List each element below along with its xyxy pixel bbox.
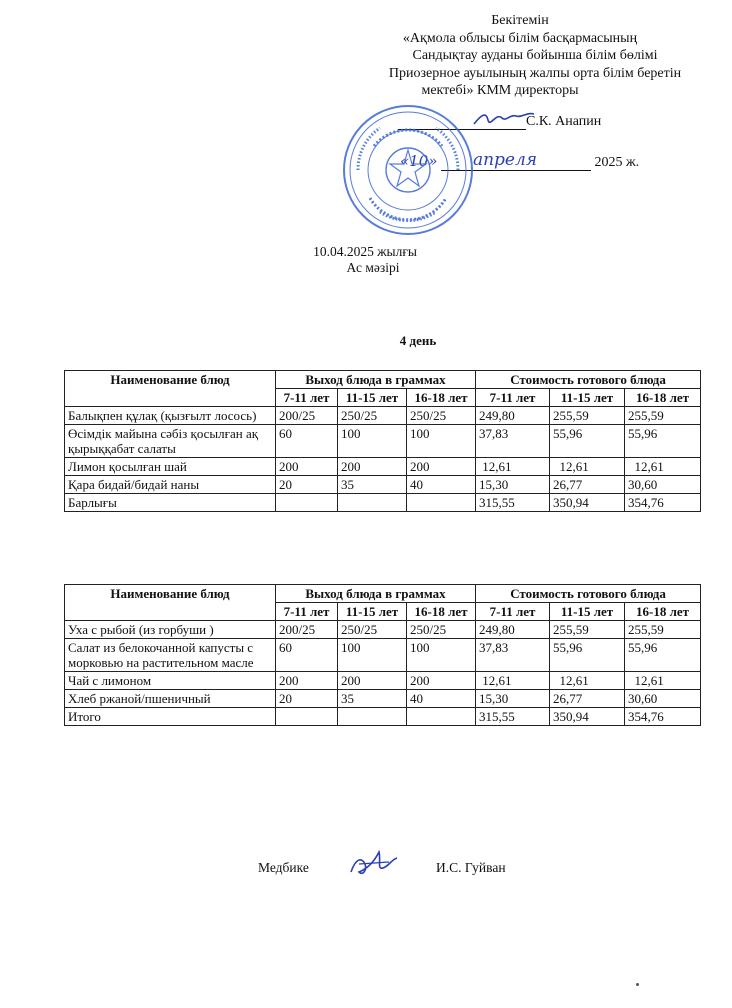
table-cell: 315,55 — [476, 494, 550, 512]
header-age: 16-18 лет — [407, 603, 476, 621]
approval-line-5: мектебі» КММ директоры — [421, 83, 579, 98]
table-cell: 55,96 — [625, 425, 701, 458]
menu-date-block — [300, 244, 430, 276]
table-cell: 37,83 — [476, 639, 550, 672]
menu-table-ru — [64, 584, 701, 726]
dish-name: Салат из белокочанной капусты с морковью на растительном масле — [65, 639, 276, 672]
nurse-signature-icon — [345, 846, 401, 882]
table-body — [65, 407, 701, 512]
table-row — [65, 690, 701, 708]
table-cell: 100 — [338, 425, 407, 458]
table-cell: 40 — [407, 476, 476, 494]
day-title: 4 день — [399, 333, 437, 348]
dish-name: Итого — [65, 708, 276, 726]
table-cell — [407, 494, 476, 512]
dish-name: Уха с рыбой (из горбуши ) — [65, 621, 276, 639]
table-cell: 350,94 — [550, 494, 625, 512]
table-cell: 315,55 — [476, 708, 550, 726]
approval-line-2: «Ақмола облысы білім басқармасының — [402, 30, 638, 46]
header-name: Наименование блюд — [65, 585, 276, 621]
table-cell: 100 — [407, 425, 476, 458]
header-age: 7-11 лет — [276, 389, 338, 407]
table-body — [65, 621, 701, 726]
table-cell: 250/25 — [338, 621, 407, 639]
table-cell: 26,77 — [550, 690, 625, 708]
footer-name: И.С. Гуйван — [436, 860, 506, 875]
header-age: 11-15 лет — [550, 603, 625, 621]
header-age: 11-15 лет — [338, 389, 407, 407]
table-cell: 354,76 — [625, 494, 701, 512]
table-row — [65, 458, 701, 476]
approval-line-4: Приозерное ауылының жалпы орта білім беретін — [388, 65, 682, 81]
header-age: 16-18 лет — [625, 603, 701, 621]
dish-name: Чай с лимоном — [65, 672, 276, 690]
dish-name: Лимон қосылған шай — [65, 458, 276, 476]
table-cell: 250/25 — [338, 407, 407, 425]
table-cell: 250/25 — [407, 407, 476, 425]
table-cell: 255,59 — [550, 407, 625, 425]
table-cell: 255,59 — [550, 621, 625, 639]
approval-block — [320, 12, 720, 100]
table-cell: 100 — [407, 639, 476, 672]
table-cell — [407, 708, 476, 726]
table-cell: 55,96 — [550, 425, 625, 458]
director-signature-icon — [470, 108, 540, 132]
table-row — [65, 425, 701, 458]
dish-name: Қара бидай/бидай наны — [65, 476, 276, 494]
dish-name: Хлеб ржаной/пшеничный — [65, 690, 276, 708]
table-cell: 200 — [276, 672, 338, 690]
table-cell — [276, 494, 338, 512]
dish-name: Өсімдік майына сәбіз қосылған ақ қырыққабат салаты — [65, 425, 276, 458]
table-cell: 35 — [338, 476, 407, 494]
table-row — [65, 476, 701, 494]
table-cell: 15,30 — [476, 476, 550, 494]
header-output: Выход блюда в граммах — [276, 371, 476, 389]
table-cell: 255,59 — [625, 407, 701, 425]
table-cell: 249,80 — [476, 621, 550, 639]
table-cell: 12,61 — [476, 458, 550, 476]
table-cell: 12,61 — [550, 458, 625, 476]
table-cell: 255,59 — [625, 621, 701, 639]
table-cell: 354,76 — [625, 708, 701, 726]
header-cost: Стоимость готового блюда — [476, 585, 701, 603]
table-cell: 37,83 — [476, 425, 550, 458]
table-cell: 12,61 — [625, 672, 701, 690]
menu-date: 10.04.2025 жылғы — [313, 244, 417, 259]
approval-date-month: апреля — [472, 150, 538, 170]
table-cell: 200/25 — [276, 407, 338, 425]
table-cell: 249,80 — [476, 407, 550, 425]
table-cell: 60 — [276, 639, 338, 672]
table-cell: 60 — [276, 425, 338, 458]
table-cell: 55,96 — [550, 639, 625, 672]
table-row — [65, 639, 701, 672]
table-cell: 200 — [276, 458, 338, 476]
table-cell: 200 — [407, 458, 476, 476]
header-age: 7-11 лет — [476, 389, 550, 407]
header-output: Выход блюда в граммах — [276, 585, 476, 603]
table-row — [65, 708, 701, 726]
header-age: 11-15 лет — [550, 389, 625, 407]
table-cell: 15,30 — [476, 690, 550, 708]
table-cell: 350,94 — [550, 708, 625, 726]
table-row — [65, 621, 701, 639]
menu-label: Ас мәзірі — [346, 260, 400, 275]
director-name: С.К. Анапин — [526, 114, 602, 129]
header-age: 16-18 лет — [407, 389, 476, 407]
dish-name: Барлығы — [65, 494, 276, 512]
approval-date-day: «10» — [400, 152, 438, 170]
table-cell: 200/25 — [276, 621, 338, 639]
table-header-row — [65, 585, 701, 603]
header-cost: Стоимость готового блюда — [476, 371, 701, 389]
table-cell: 55,96 — [625, 639, 701, 672]
table-cell — [276, 708, 338, 726]
menu-table-kz — [64, 370, 701, 512]
table-cell: 250/25 — [407, 621, 476, 639]
table-cell: 30,60 — [625, 690, 701, 708]
official-stamp-icon — [340, 102, 476, 238]
table-cell: 35 — [338, 690, 407, 708]
table-cell: 200 — [407, 672, 476, 690]
table-cell: 12,61 — [550, 672, 625, 690]
table-cell: 200 — [338, 672, 407, 690]
approval-date-year: 2025 ж. — [594, 155, 640, 170]
table-cell: 12,61 — [476, 672, 550, 690]
approval-line-3: Сандықтау ауданы бойынша білім бөлімі — [412, 48, 658, 63]
table-cell: 100 — [338, 639, 407, 672]
header-age: 11-15 лет — [338, 603, 407, 621]
table-cell: 30,60 — [625, 476, 701, 494]
dish-name: Балықпен құлақ (қызғылт лосось) — [65, 407, 276, 425]
table-cell: 20 — [276, 476, 338, 494]
table-cell: 200 — [338, 458, 407, 476]
table-row — [65, 672, 701, 690]
footer-role: Медбике — [258, 860, 309, 875]
scan-speck — [636, 983, 639, 986]
table-cell: 20 — [276, 690, 338, 708]
table-cell: 40 — [407, 690, 476, 708]
approval-line-1: Бекітемін — [491, 13, 549, 28]
header-age: 7-11 лет — [476, 603, 550, 621]
header-age: 16-18 лет — [625, 389, 701, 407]
table-cell: 26,77 — [550, 476, 625, 494]
table-cell: 12,61 — [625, 458, 701, 476]
header-name: Наименование блюд — [65, 371, 276, 407]
table-row — [65, 494, 701, 512]
table-cell — [338, 494, 407, 512]
table-header-row — [65, 371, 701, 389]
header-age: 7-11 лет — [276, 603, 338, 621]
table-cell — [338, 708, 407, 726]
table-row — [65, 407, 701, 425]
